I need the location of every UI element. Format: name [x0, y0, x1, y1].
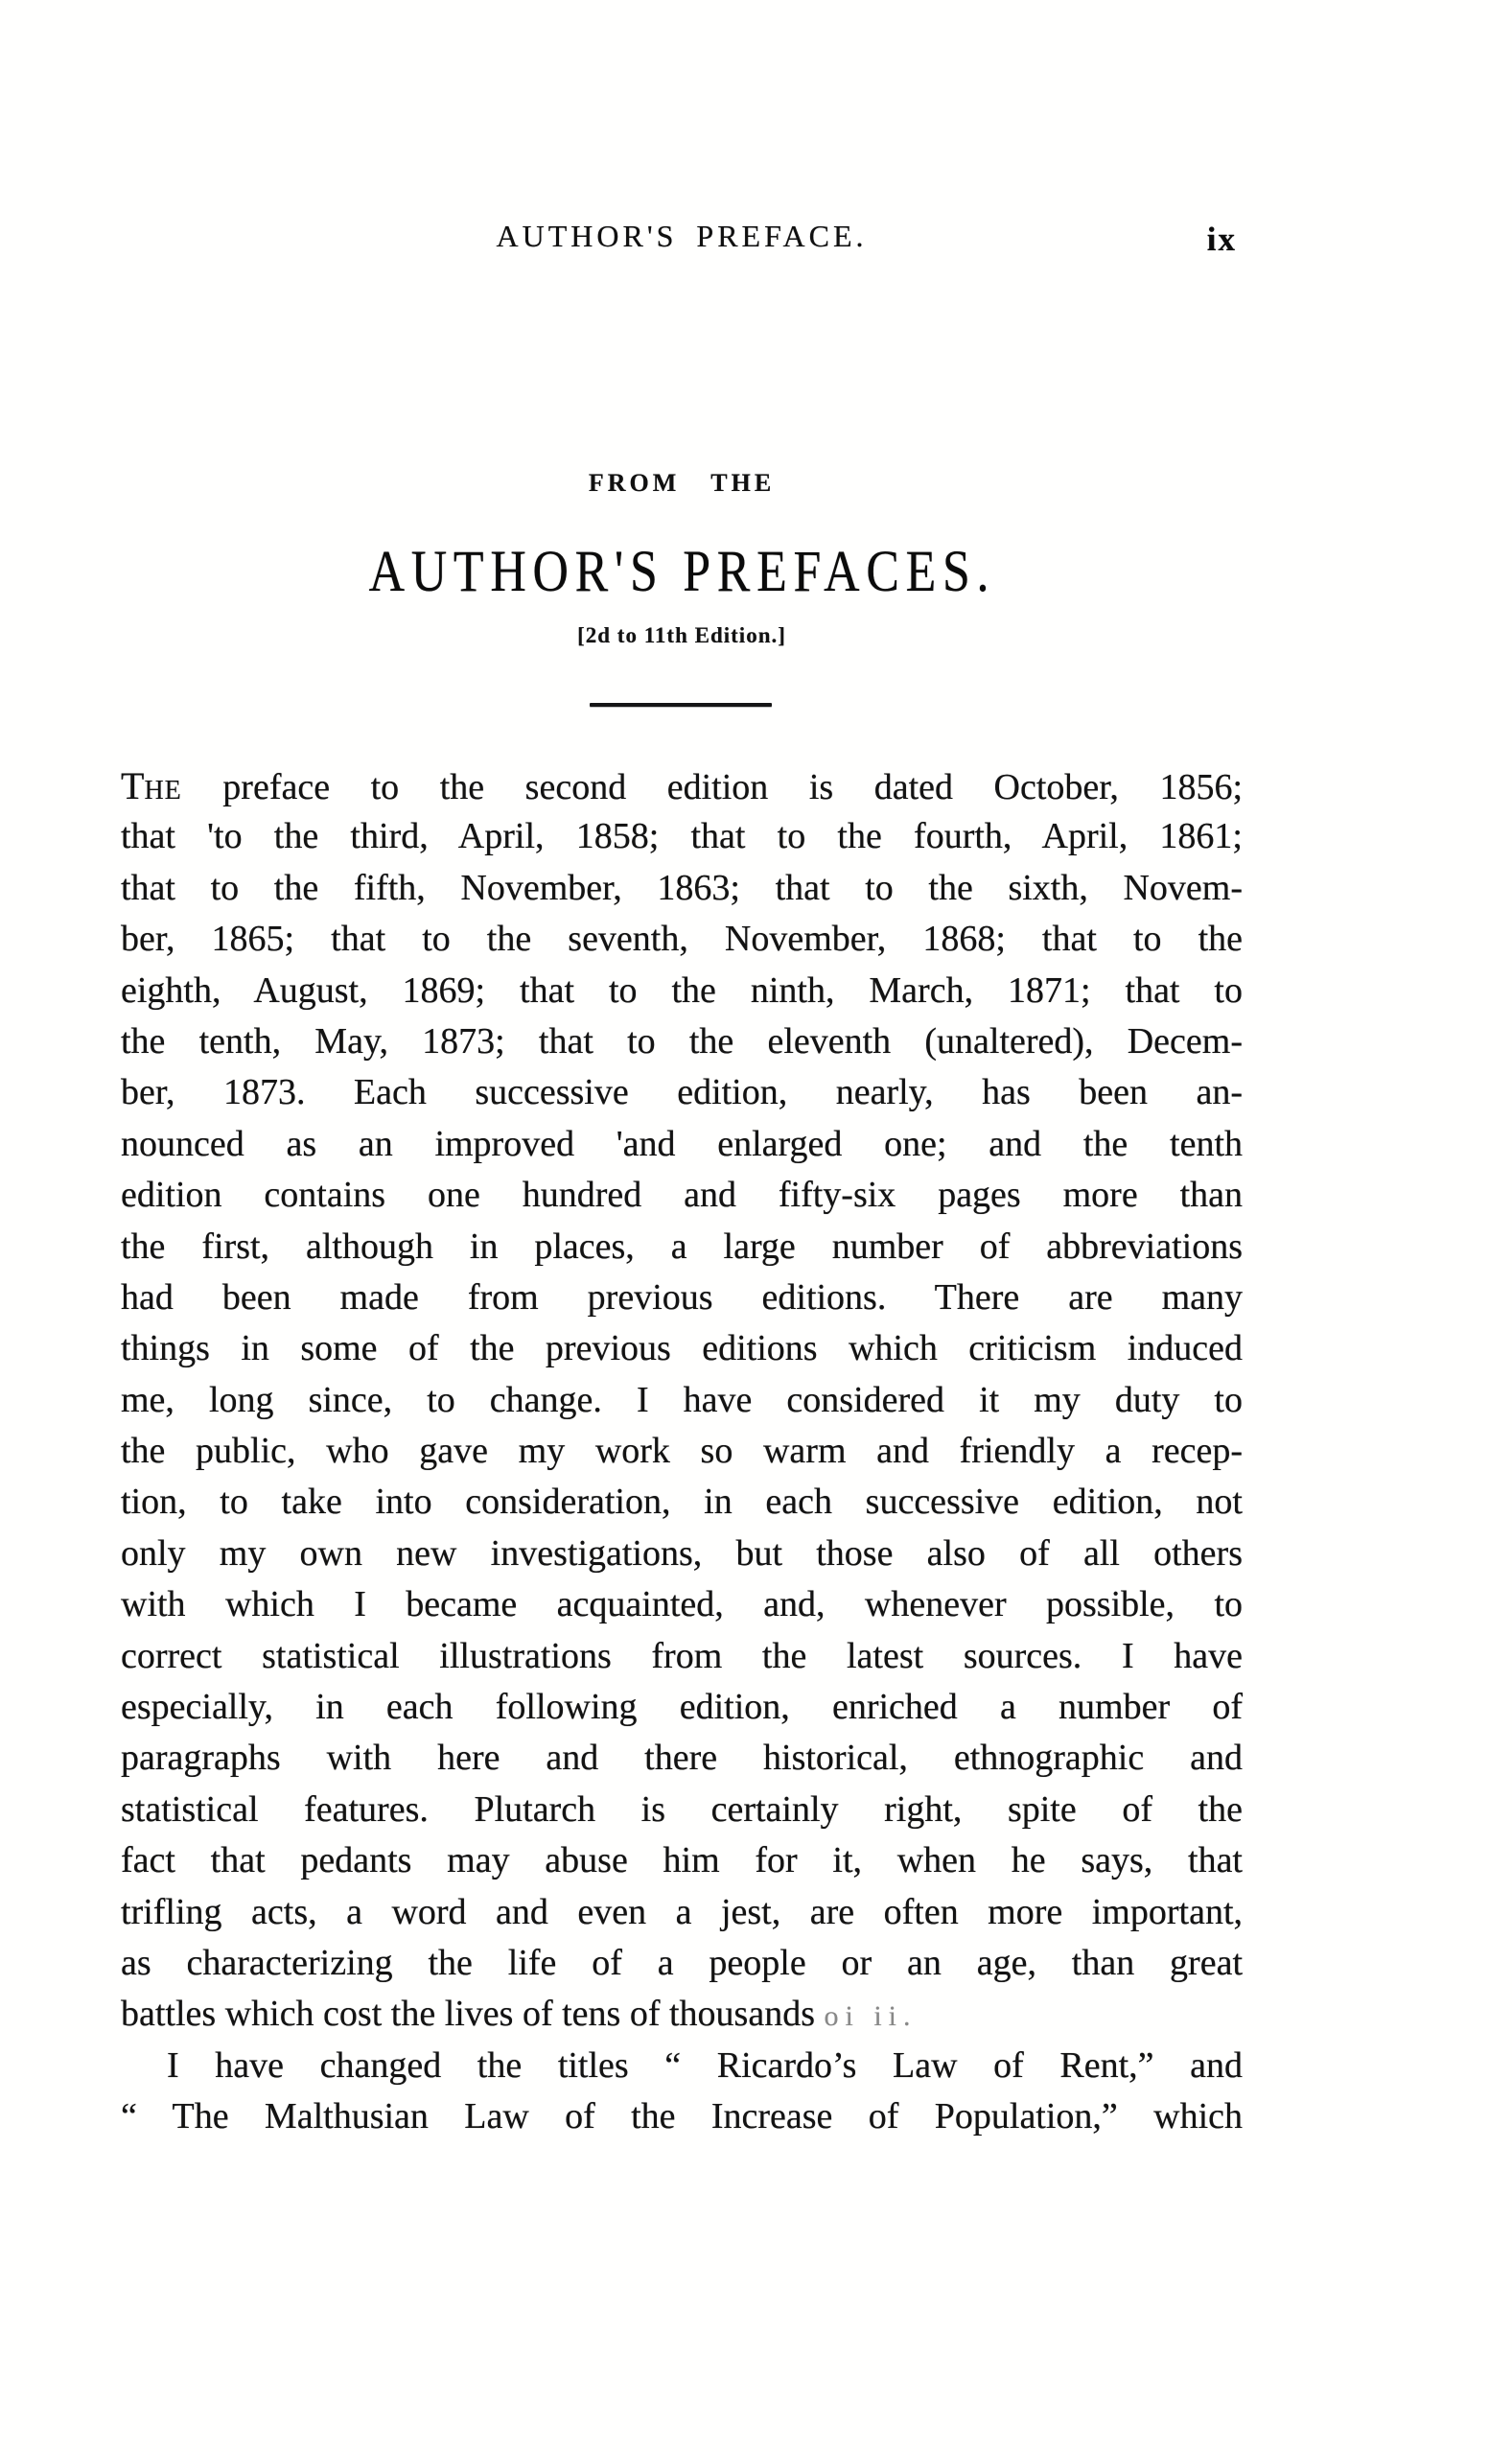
running-head: AUTHOR'S PREFACE. [496, 219, 868, 253]
body-line: paragraphs with here and there historical, ethnographic and [121, 1738, 1243, 1779]
body-line: nounced as an improved 'and enlarged one; and the tenth [121, 1123, 1243, 1164]
body-line: I have changed the titles “ Ricardo’s Law of Rent,” and [167, 2044, 1243, 2086]
body-line: especially, in each following edition, enriched a number of [121, 1687, 1243, 1728]
body-line: only my own new investigations, but those also of all others [121, 1532, 1243, 1574]
body-line: THE preface to the second edition is dated October, 1856; [121, 764, 1243, 807]
body-line: the first, although in places, a large number of abbreviations [121, 1226, 1243, 1267]
body-line: the public, who gave my work so warm and friendly a recep- [121, 1431, 1243, 1472]
body-line: with which I became acquainted, and, whenever possible, to [121, 1584, 1243, 1625]
body-line: “ The Malthusian Law of the Increase of Population,” which [121, 2096, 1243, 2137]
body-line: fact that pedants may abuse him for it, when he says, that [121, 1840, 1243, 1881]
page-number: ix [1206, 221, 1237, 258]
body-line: trifling acts, a word and even a jest, are often more important, [121, 1891, 1243, 1932]
body-line: tion, to take into consideration, in each successive edition, not [121, 1482, 1243, 1523]
body-line: edition contains one hundred and fifty-six pages more than [121, 1175, 1243, 1216]
edition-note: [2d to 11th Edition.] [577, 623, 786, 647]
body-line: ber, 1873. Each successive edition, nearly, has been an- [121, 1072, 1243, 1113]
paragraph-lead-smallcaps: HE [144, 776, 182, 806]
body-line: had been made from previous editions. There are many [121, 1276, 1243, 1318]
body-line: that 'to the third, April, 1858; that to the fourth, April, 1861; [121, 816, 1243, 857]
body-line: statistical features. Plutarch is certainly right, spite of the [121, 1788, 1243, 1830]
body-line: things in some of the previous editions which criticism induced [121, 1328, 1243, 1369]
body-line: eighth, August, 1869; that to the ninth, March, 1871; that to [121, 969, 1243, 1011]
divider-rule [590, 703, 772, 707]
body-line: the tenth, May, 1873; that to the eleventh (unaltered), Decem- [121, 1020, 1243, 1062]
body-line: ber, 1865; that to the seventh, November, 1868; that to the [121, 919, 1243, 960]
body-text [121, 760, 1243, 2143]
section-title-wrap [121, 537, 1243, 604]
body-line: that to the fifth, November, 1863; that to the sixth, Novem- [121, 867, 1243, 908]
body-line: me, long since, to change. I have considered it my duty to [121, 1379, 1243, 1420]
body-line: battles which cost the lives of tens of thousands oi ii. [121, 1994, 918, 2035]
text-column [121, 0, 1243, 2452]
section-title: AUTHOR'S PREFACES. [368, 538, 995, 604]
faded-print-fragment: oi ii. [824, 2000, 918, 2033]
body-line: as characterizing the life of a people or an age, than great [121, 1942, 1243, 1983]
paragraph-lead-cap: T [121, 764, 145, 807]
body-line: correct statistical illustrations from the latest sources. I have [121, 1635, 1243, 1676]
section-kicker: FROM THE [588, 469, 776, 497]
